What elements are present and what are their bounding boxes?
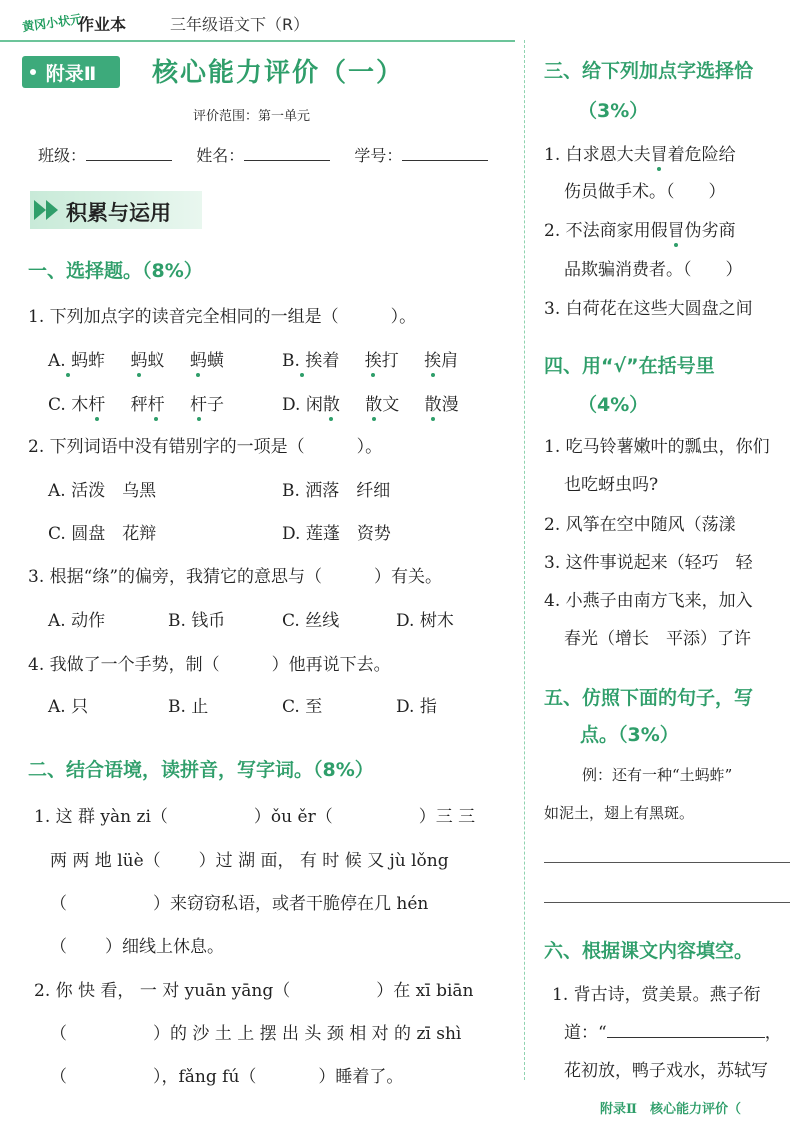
opt-text: 散 <box>365 390 382 415</box>
section-2-title: 二、结合语境，读拼音，写字词。（8%） <box>28 759 374 781</box>
answer-line[interactable] <box>544 902 790 903</box>
passage-text: （ <box>50 894 67 914</box>
passage-2-line-1 <box>34 976 474 1001</box>
q3-option-b[interactable]: B. 钱币 <box>168 611 226 631</box>
opt-text: 蚁 <box>147 351 165 371</box>
opt-text: 蚱 <box>88 351 106 371</box>
passage-1-line-3 <box>50 889 428 914</box>
q3-option-c[interactable]: C. 丝线 <box>282 611 340 631</box>
q2-option-c[interactable]: C. 圆盘 花辩 <box>48 524 157 544</box>
opt-text: 文 <box>382 395 400 415</box>
q2-option-a[interactable]: A. 活泼 乌黑 <box>48 481 157 501</box>
section-6-title: 六、根据课文内容填空。 <box>544 940 754 962</box>
q2-option-b[interactable]: B. 洒落 纤细 <box>282 481 391 501</box>
class-field[interactable] <box>86 144 172 161</box>
passage-text: 两 两 地 lüè（ <box>50 851 161 871</box>
passage-text: ），fǎng fú（ <box>153 1067 257 1087</box>
q4-stem: 4. 我做了一个手势，制（ <box>28 655 220 675</box>
s3-question-1 <box>544 140 736 165</box>
scope-text: 评价范围：第一单元 <box>193 109 311 124</box>
passage-text: ）细线上休息。 <box>105 937 224 957</box>
q3-option-d[interactable]: D. 树木 <box>396 611 454 631</box>
q1-option-b[interactable] <box>282 346 458 371</box>
opt-text: A. 蚂 <box>48 346 88 371</box>
opt-text: B. 挨 <box>282 346 322 371</box>
id-field[interactable] <box>402 144 488 161</box>
opt-text: 蟥 <box>206 351 224 371</box>
passage-2-line-2 <box>50 1019 461 1044</box>
q-text: 1. 白求恩大夫 <box>544 145 651 165</box>
opt-text: C. 木 <box>48 395 89 415</box>
s4-question-2[interactable]: 2. 风筝在空中随风（荡漾 <box>544 515 736 535</box>
class-label: 班级： <box>38 146 87 165</box>
passage-text: ）三 三 <box>418 807 476 827</box>
q-text: 伪劣商 <box>684 221 736 241</box>
double-arrow-icon <box>34 200 64 220</box>
passage-text: （ <box>50 937 67 957</box>
tag-hole-icon <box>30 69 36 75</box>
opt-text: 着 <box>322 351 340 371</box>
passage-1-line-1 <box>34 802 475 827</box>
passage-text: （ <box>50 1067 67 1087</box>
opt-text: 杆 <box>148 390 165 415</box>
s6-question-1-line-3: 花初放，鸭子戏水，苏轼写 <box>564 1061 768 1081</box>
passage-text: 1. 这 群 yàn zi（ <box>34 807 168 827</box>
book-label: 作业本 <box>78 15 127 34</box>
passage-text: ）ǒu ěr（ <box>253 807 333 827</box>
q2-option-d[interactable]: D. 莲蓬 资势 <box>282 524 391 544</box>
passage-text: ）睡着了。 <box>318 1067 404 1087</box>
q2-stem: 2. 下列词语中没有错别字的一项是（ <box>28 437 305 457</box>
q-text: ， <box>764 1023 782 1043</box>
opt-text: 挨 <box>424 346 441 371</box>
s3-question-2 <box>544 216 736 241</box>
name-label: 姓名： <box>196 146 245 165</box>
student-info <box>38 143 488 166</box>
question-4 <box>28 650 391 675</box>
header-rule <box>0 40 515 42</box>
opt-text: 散 <box>323 390 340 415</box>
appendix-tag-label: 附录Ⅱ <box>45 62 97 85</box>
passage-text: ）过 湖 面， 有 时 候 又 jù lǒng <box>198 851 449 871</box>
q3-stem: 3. 根据“绦”的偏旁，我猜它的意思与（ <box>28 567 323 587</box>
q4-option-d[interactable]: D. 指 <box>396 697 437 717</box>
passage-text: ）在 xī biān <box>376 981 474 1001</box>
q1-option-d[interactable] <box>282 390 459 415</box>
opt-text: 肩 <box>441 351 459 371</box>
q4-stem-end: ）他再说下去。 <box>271 655 391 675</box>
section-4-percent: （4%） <box>578 394 649 416</box>
passage-text: ）的 沙 土 上 摆 出 头 颈 相 对 的 zī shì <box>153 1024 462 1044</box>
s6-question-1: 1. 背古诗，赏美景。燕子衔 <box>552 985 761 1005</box>
s5-example: 例：还有一种“土蚂蚱” <box>582 766 733 784</box>
opt-text: 打 <box>381 351 399 371</box>
section-banner <box>30 191 202 229</box>
q3-stem-end: ）有关。 <box>374 567 443 587</box>
column-divider <box>524 40 525 1080</box>
opt-text: D. 闲 <box>282 395 323 415</box>
question-3 <box>28 562 442 587</box>
opt-text: 杆 <box>190 390 207 415</box>
s4-question-1-cont: 也吃蚜虫吗? <box>564 475 659 495</box>
id-label: 学号： <box>354 146 403 165</box>
question-2 <box>28 432 382 457</box>
q-text: 道：“ <box>564 1023 607 1043</box>
page-title: 核心能力评价（一） <box>152 58 405 88</box>
page-footer: 附录Ⅱ 核心能力评价（ <box>600 1102 741 1117</box>
opt-text: 蚂 <box>131 346 148 371</box>
s3-question-1-cont[interactable]: 伤员做手术。（ ） <box>564 182 726 202</box>
section-3-title: 三、给下列加点字选择恰 <box>544 60 754 82</box>
appendix-tag <box>22 56 120 88</box>
q4-option-c[interactable]: C. 至 <box>282 697 323 717</box>
passage-1-line-2 <box>50 846 449 871</box>
q2-stem-end: ）。 <box>356 437 383 457</box>
grade-label: 三年级语文下（R） <box>170 15 310 34</box>
s4-question-1: 1. 吃马铃薯嫩叶的瓢虫，你们 <box>544 437 770 457</box>
q1-option-a[interactable] <box>48 346 224 371</box>
opt-text: 秤 <box>130 395 148 415</box>
q-dotted-char: 冒 <box>651 140 668 165</box>
section-5-title: 五、仿照下面的句子，写 <box>544 687 754 709</box>
opt-text: 蚂 <box>190 346 207 371</box>
q4-option-a[interactable]: A. 只 <box>48 697 89 717</box>
s4-question-4: 4. 小燕子由南方飞来，加入 <box>544 591 753 611</box>
q4-option-b[interactable]: B. 止 <box>168 697 209 717</box>
passage-text: ）来窃窃私语，或者干脆停在几 hén <box>153 894 429 914</box>
opt-text: 挨 <box>365 346 382 371</box>
section-5-title-2: 点。（3%） <box>580 724 679 746</box>
s3-question-2-cont[interactable]: 品欺骗消费者。（ ） <box>564 260 743 280</box>
s4-question-3[interactable]: 3. 这件事说起来（轻巧 轻 <box>544 553 753 573</box>
section-3-percent: （3%） <box>578 100 649 122</box>
question-1 <box>28 302 416 327</box>
passage-2-line-3 <box>50 1062 403 1087</box>
q1-stem: 1. 下列加点字的读音完全相同的一组是（ <box>28 307 339 327</box>
opt-text: 杆 <box>88 390 105 415</box>
q-text: 着危险给 <box>667 145 736 165</box>
passage-text: 2. 你 快 看， 一 对 yuān yāng（ <box>34 981 291 1001</box>
opt-text: 散 <box>425 390 442 415</box>
s5-example-cont: 如泥土，翅上有黑斑。 <box>544 804 695 822</box>
name-field[interactable] <box>244 144 330 161</box>
q1-stem-end: ）。 <box>390 307 417 327</box>
passage-1-line-4 <box>50 932 224 957</box>
passage-text: （ <box>50 1024 67 1044</box>
opt-text: 子 <box>207 395 225 415</box>
q1-option-c[interactable] <box>48 390 224 415</box>
s6-question-1-line-2 <box>564 1018 782 1043</box>
brand-logo: 黄冈小状元 <box>21 11 83 35</box>
banner-label: 积累与运用 <box>66 201 171 225</box>
q-dotted-char: 冒 <box>668 216 685 241</box>
fill-blank[interactable] <box>607 1021 765 1038</box>
s4-question-4-cont[interactable]: 春光（增长 平添）了许 <box>564 629 751 649</box>
answer-line[interactable] <box>544 862 790 863</box>
q-text: 2. 不法商家用假 <box>544 221 668 241</box>
section-4-title: 四、用“√”在括号里 <box>544 355 715 377</box>
section-1-title: 一、选择题。（8%） <box>28 260 203 282</box>
opt-text: 漫 <box>441 395 459 415</box>
q3-option-a[interactable]: A. 动作 <box>48 611 106 631</box>
s3-question-3: 3. 白荷花在这些大圆盘之间 <box>544 299 753 319</box>
